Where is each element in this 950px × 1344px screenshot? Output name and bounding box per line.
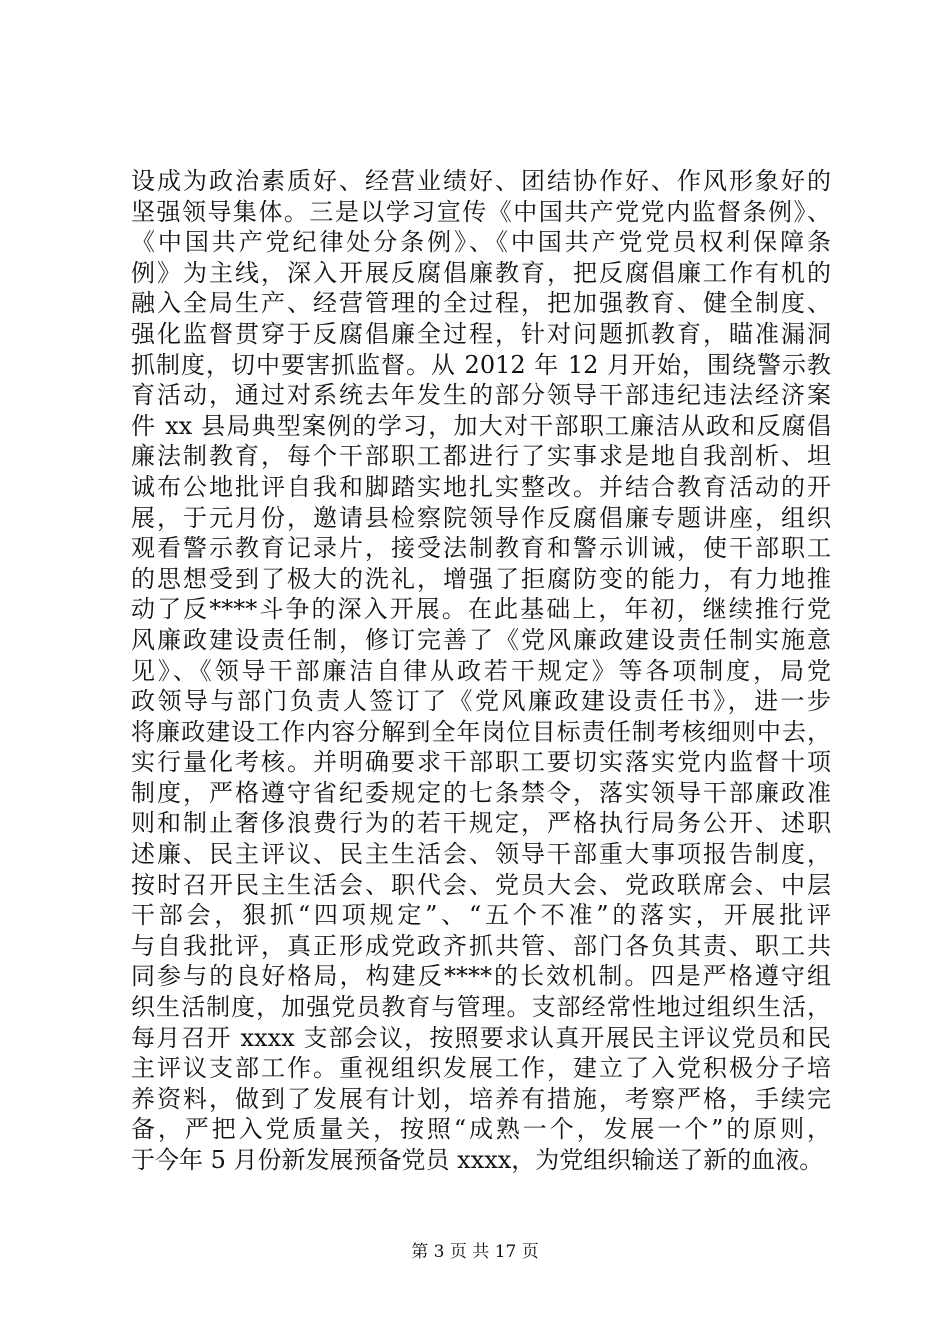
text-line: 育活动，通过对系统去年发生的部分领导干部违纪违法经济案 [131, 381, 831, 410]
text-line: 将廉政建设工作内容分解到全年岗位目标责任制考核细则中去， [131, 717, 831, 746]
text-line: 按时召开民主生活会、职代会、党员大会、党政联席会、中层 [131, 870, 831, 899]
text-line: 政领导与部门负责人签订了《党风廉政建设责任书》，进一步 [131, 687, 831, 716]
text-line: 观看警示教育记录片，接受法制教育和警示训诫，使干部职工 [131, 534, 831, 563]
text-line: 见》、《领导干部廉洁自律从政若干规定》等各项制度，局党 [131, 656, 831, 685]
text-line: 实行量化考核。并明确要求干部职工要切实落实党内监督十项 [131, 748, 831, 777]
text-line: 制度，严格遵守省纪委规定的七条禁令，落实领导干部廉政准 [131, 778, 831, 807]
text-line: 的思想受到了极大的洗礼，增强了拒腐防变的能力，有力地推 [131, 564, 831, 593]
page-footer [0, 1240, 950, 1264]
text-line: 强化监督贯穿于反腐倡廉全过程，针对问题抓教育，瞄准漏洞 [131, 319, 831, 348]
text-line: 展，于元月份，邀请县检察院领导作反腐倡廉专题讲座，组织 [131, 503, 831, 532]
text-line: 诚布公地批评自我和脚踏实地扎实整改。并结合教育活动的开 [131, 472, 831, 501]
text-line: 同参与的良好格局，构建反****的长效机制。四是严格遵守组 [131, 962, 831, 991]
text-line: 养资料，做到了发展有计划，培养有措施，考察严格，手续完 [131, 1084, 831, 1113]
text-line: 述廉、民主评议、民主生活会、领导干部重大事项报告制度， [131, 840, 831, 869]
text-line: 《中国共产党纪律处分条例》、《中国共产党党员权利保障条 [131, 228, 831, 257]
text-line: 动了反****斗争的深入开展。在此基础上，年初，继续推行党 [131, 595, 831, 624]
text-line: 坚强领导集体。三是以学习宣传《中国共产党党内监督条例》、 [131, 197, 831, 226]
text-line: 则和制止奢侈浪费行为的若干规定，严格执行局务公开、述职 [131, 809, 831, 838]
text-line: 融入全局生产、经营管理的全过程，把加强教育、健全制度、 [131, 289, 831, 318]
text-line: 抓制度，切中要害抓监督。从 2012 年 12 月开始，围绕警示教 [131, 350, 831, 379]
text-line: 干部会，狠抓“四项规定”、“五个不准”的落实，开展批评 [131, 901, 831, 930]
text-line: 廉法制教育，每个干部职工都进行了实事求是地自我剖析、坦 [131, 442, 831, 471]
text-line: 织生活制度，加强党员教育与管理。支部经常性地过组织生活， [131, 993, 831, 1022]
text-line: 每月召开 xxxx 支部会议，按照要求认真开展民主评议党员和民 [131, 1023, 831, 1052]
text-line: 例》为主线，深入开展反腐倡廉教育，把反腐倡廉工作有机的 [131, 258, 831, 287]
text-line: 与自我批评，真正形成党政齐抓共管、部门各负其责、职工共 [131, 931, 831, 960]
page-number-label: 第 3 页 共 17 页 [411, 1242, 539, 1262]
body-paragraph [131, 166, 831, 1176]
text-line: 于今年 5 月份新发展预备党员 xxxx，为党组织输送了新的血液。 [131, 1146, 824, 1174]
text-line: 设成为政治素质好、经营业绩好、团结协作好、作风形象好的 [131, 167, 831, 195]
text-line: 备，严把入党质量关，按照“成熟一个，发展一个”的原则， [131, 1115, 831, 1144]
text-line: 主评议支部工作。重视组织发展工作，建立了入党积极分子培 [131, 1054, 831, 1083]
text-line: 件 xx 县局典型案例的学习，加大对干部职工廉洁从政和反腐倡 [131, 411, 831, 440]
text-line: 风廉政建设责任制，修订完善了《党风廉政建设责任制实施意 [131, 625, 831, 654]
